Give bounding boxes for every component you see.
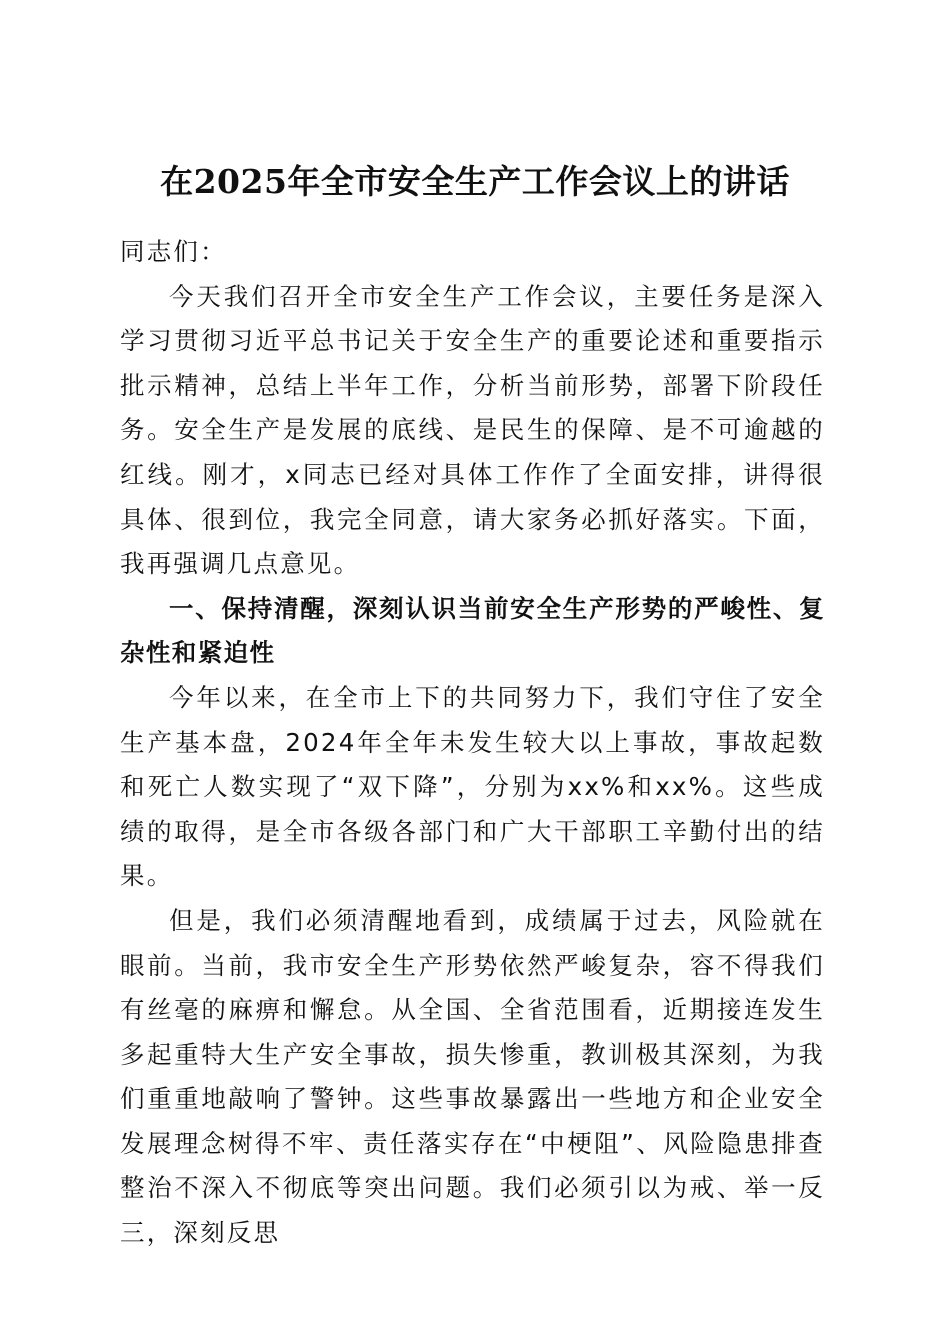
section-heading: 一、保持清醒，深刻认识当前安全生产形势的严峻性、复杂性和紧迫性 (120, 593, 825, 668)
document-title: 在2025年全市安全生产工作会议上的讲话 (160, 162, 790, 202)
opening-paragraph: 今天我们召开全市安全生产工作会议，主要任务是深入学习贯彻习近平总书记关于安全生产的重要论述和重要指示批示精神，总结上半年工作，分析当前形势，部署下阶段任务。安全生产是发展的底线、是民生的保障、是不可逾越的红线。刚才，x同志已经对具体工作作了全面安排，讲得很具体、很到位，我完全同意，请大家务必抓好落实。下面，我再强调几点意见。 (120, 281, 825, 579)
salutation: 同志们： (120, 237, 227, 266)
section-paragraph: 但是，我们必须清醒地看到，成绩属于过去，风险就在眼前。当前，我市安全生产形势依然严峻复杂，容不得我们有丝毫的麻痹和懈怠。从全国、全省范围看，近期接连发生多起重特大生产安全事故，损失惨重，教训极其深刻，为我们重重地敲响了警钟。这些事故暴露出一些地方和企业安全发展理念树得不牢、责任落实存在“中梗阻”、风险隐患排查整治不深入不彻底等突出问题。我们必须引以为戒、举一反三，深刻反思 (120, 905, 825, 1248)
section-paragraph: 今年以来，在全市上下的共同努力下，我们守住了安全生产基本盘，2024年全年未发生较大以上事故，事故起数和死亡人数实现了“双下降”，分别为xx%和xx%。这些成绩的取得，是全市各级各部门和广大干部职工辛勤付出的结果。 (120, 682, 825, 891)
document-body (120, 230, 825, 1256)
